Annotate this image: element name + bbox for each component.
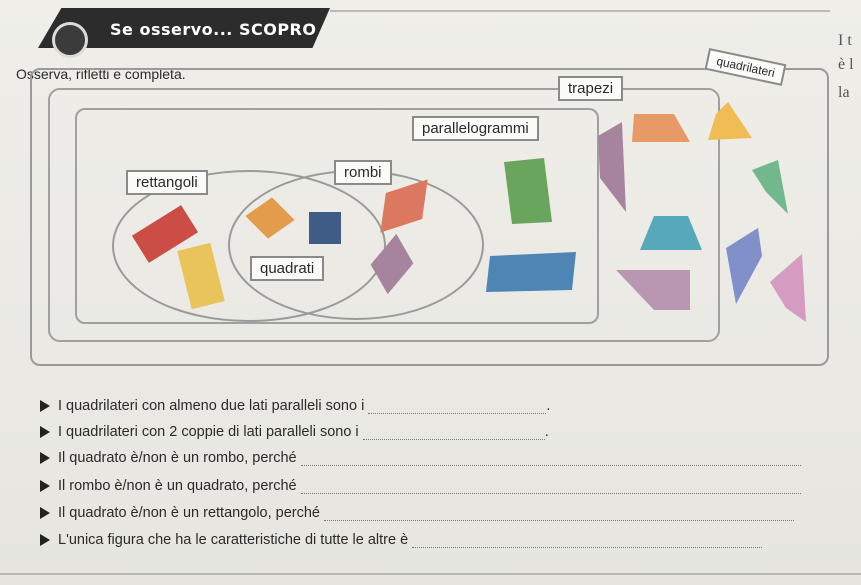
- quadrilateral-shape-mint: [750, 158, 792, 218]
- trapezoid-shape-teal: [638, 214, 704, 252]
- parallelogram-shape-blue: [484, 250, 578, 294]
- question-row: [40, 532, 762, 548]
- answer-blank[interactable]: [301, 451, 801, 466]
- answer-blank[interactable]: [301, 479, 801, 494]
- question-text: L'unica figura che ha le caratteristiche di tutte le altre è: [58, 532, 409, 548]
- label-rombi: rombi: [334, 160, 392, 185]
- question-row: [40, 505, 794, 521]
- question-text: Il quadrato è/non è un rombo, perché: [58, 450, 297, 466]
- bullet-arrow-icon: [40, 426, 50, 438]
- answer-blank[interactable]: [363, 425, 545, 440]
- question-row: [40, 478, 801, 494]
- trapezoid-shape-peach: [630, 110, 692, 144]
- bullet-arrow-icon: [40, 507, 50, 519]
- quadrilateral-shape-pink: [768, 252, 808, 324]
- trapezoid-shape-mauve: [596, 122, 632, 214]
- question-text: Il quadrato è/non è un rettangolo, perché: [58, 505, 320, 521]
- bullet-arrow-icon: [40, 452, 50, 464]
- question-text: I quadrilateri con 2 coppie di lati paralleli sono i: [58, 424, 359, 440]
- margin-text: la: [838, 84, 850, 101]
- quadrilateral-shape-periwinkle: [724, 226, 764, 306]
- answer-blank[interactable]: [324, 506, 794, 521]
- answer-blank[interactable]: [368, 399, 546, 414]
- label-trapezi: trapezi: [558, 76, 623, 101]
- label-quadrati: quadrati: [250, 256, 324, 281]
- page-bottom-rule: [0, 573, 861, 575]
- section-title: Se osservo... SCOPRO: [110, 20, 317, 39]
- question-text: Il rombo è/non è un quadrato, perché: [58, 478, 297, 494]
- question-end: .: [546, 398, 551, 414]
- question-row: [40, 450, 801, 466]
- square-shape-navy: [309, 212, 341, 244]
- bullet-arrow-icon: [40, 480, 50, 492]
- label-quadrilateri: quadrilateri: [705, 48, 787, 86]
- label-rettangoli: rettangoli: [126, 170, 208, 195]
- header-badge-dot-icon: [52, 22, 88, 58]
- answer-blank[interactable]: [412, 533, 762, 548]
- quadrilateral-shape-gold: [706, 100, 754, 142]
- trapezoid-shape-lilac: [614, 268, 692, 312]
- header-rule: [330, 10, 830, 12]
- question-row: [40, 424, 549, 440]
- question-row: [40, 398, 550, 414]
- parallelogram-shape-green: [500, 158, 556, 226]
- question-text: I quadrilateri con almeno due lati paralleli sono i: [58, 398, 365, 414]
- label-parallelogrammi: parallelogrammi: [412, 116, 539, 141]
- bullet-arrow-icon: [40, 400, 50, 412]
- question-end: .: [544, 424, 549, 440]
- instruction-text: Osserva, rifletti e completa.: [16, 66, 186, 82]
- margin-text: è l: [838, 56, 854, 73]
- margin-text: I t: [838, 32, 852, 49]
- set-rombi: [228, 170, 484, 320]
- bullet-arrow-icon: [40, 534, 50, 546]
